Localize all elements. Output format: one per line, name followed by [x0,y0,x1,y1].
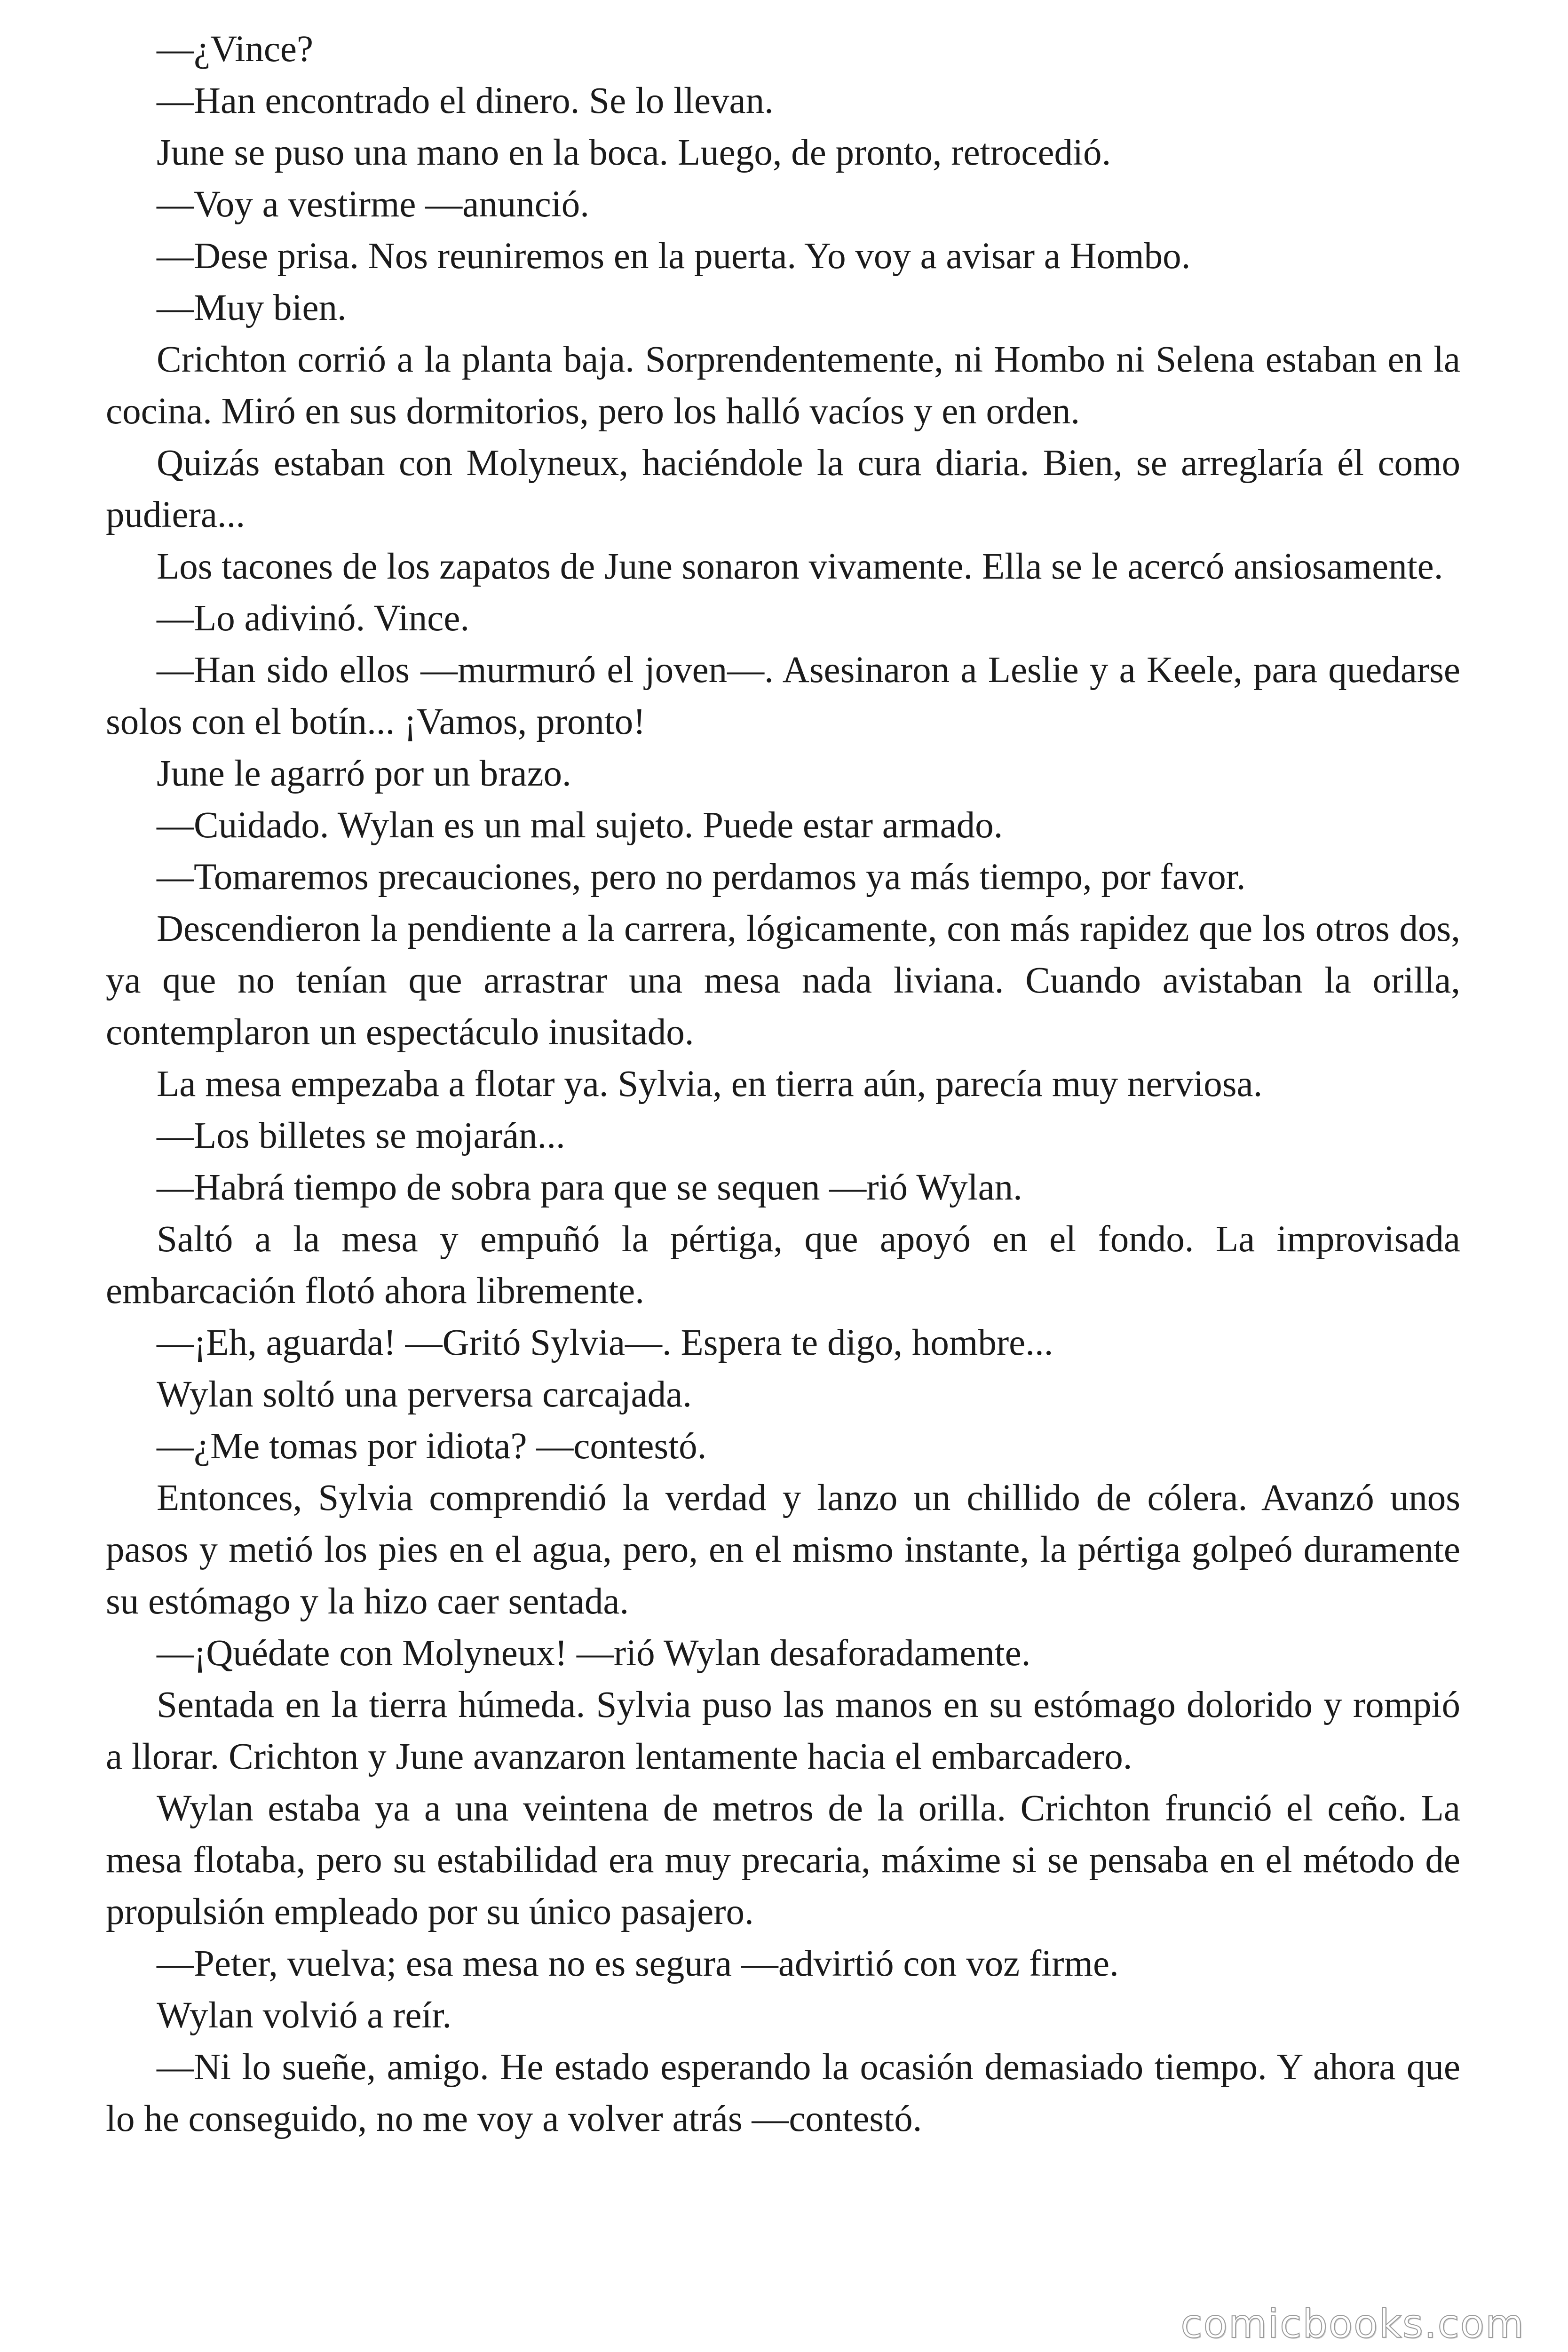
paragraph: —Los billetes se mojarán... [157,1115,565,1156]
book-page [106,24,1460,2145]
paragraph: —Peter, vuelva; esa mesa no es segura —advirtió con voz firme. [157,1943,1119,1984]
paragraph: —Han encontrado el dinero. Se lo llevan. [157,80,774,121]
paragraph: —¿Vince? [157,29,314,70]
paragraph: Descendieron la pendiente a la carrera, lógicamente, con más rapidez que los otros dos, ya que no tenían que arrastrar una mesa nada liviana. Cuando avistaban la orilla, contemplaron un espectáculo inusitado. [106,908,1460,1053]
paragraph: —Lo adivinó. Vince. [157,598,470,639]
paragraph: La mesa empezaba a flotar ya. Sylvia, en tierra aún, parecía muy nerviosa. [157,1064,1263,1104]
paragraph: —¡Quédate con Molyneux! —rió Wylan desaforadamente. [157,1633,1031,1674]
paragraph: Wylan estaba ya a una veintena de metros de la orilla. Crichton frunció el ceño. La mesa flotaba, pero su estabilidad era muy precaria, máxime si se pensaba en el método de propulsión empleado por su único pasajero. [106,1788,1460,1932]
paragraph: —Han sido ellos —murmuró el joven—. Asesinaron a Leslie y a Keele, para quedarse solos con el botín... ¡Vamos, pronto! [106,650,1460,742]
paragraph: Quizás estaban con Molyneux, haciéndole la cura diaria. Bien, se arreglaría él como pudiera... [106,443,1460,535]
paragraph: June se puso una mano en la boca. Luego, de pronto, retrocedió. [157,132,1111,173]
paragraph: Saltó a la mesa y empuñó la pértiga, que apoyó en el fondo. La improvisada embarcación flotó ahora libremente. [106,1219,1460,1311]
paragraph: Wylan volvió a reír. [157,1995,452,2036]
paragraph: Los tacones de los zapatos de June sonaron vivamente. Ella se le acercó ansiosamente. [157,546,1443,587]
paragraph: —Dese prisa. Nos reuniremos en la puerta. Yo voy a avisar a Hombo. [157,236,1191,277]
paragraph: June le agarró por un brazo. [157,753,571,794]
paragraph: —Cuidado. Wylan es un mal sujeto. Puede estar armado. [157,805,1003,846]
paragraph: Crichton corrió a la planta baja. Sorprendentemente, ni Hombo ni Selena estaban en la cocina. Miró en sus dormitorios, pero los halló vacíos y en orden. [106,339,1460,432]
paragraph: —Voy a vestirme —anunció. [157,184,590,225]
paragraph: —Tomaremos precauciones, pero no perdamos ya más tiempo, por favor. [157,857,1246,898]
watermark: comicbooks.com [1180,2301,1525,2347]
paragraph: —¿Me tomas por idiota? —contestó. [157,1426,707,1467]
paragraph: —Muy bien. [157,287,347,328]
paragraph: —¡Eh, aguarda! —Gritó Sylvia—. Espera te digo, hombre... [157,1322,1053,1363]
paragraph: Entonces, Sylvia comprendió la verdad y lanzo un chillido de cólera. Avanzó unos pasos y metió los pies en el agua, pero, en el mismo instante, la pértiga golpeó duramente su estómago y la hizo caer sentada. [106,1478,1460,1622]
paragraph: Sentada en la tierra húmeda. Sylvia puso las manos en su estómago dolorido y rompió a llorar. Crichton y June avanzaron lentamente hacia el embarcadero. [106,1685,1460,1777]
paragraph: Wylan soltó una perversa carcajada. [157,1374,692,1415]
paragraph: —Ni lo sueñe, amigo. He estado esperando la ocasión demasiado tiempo. Y ahora que lo he conseguido, no me voy a volver atrás —contestó. [106,2047,1460,2139]
paragraph: —Habrá tiempo de sobra para que se sequen —rió Wylan. [157,1167,1022,1208]
